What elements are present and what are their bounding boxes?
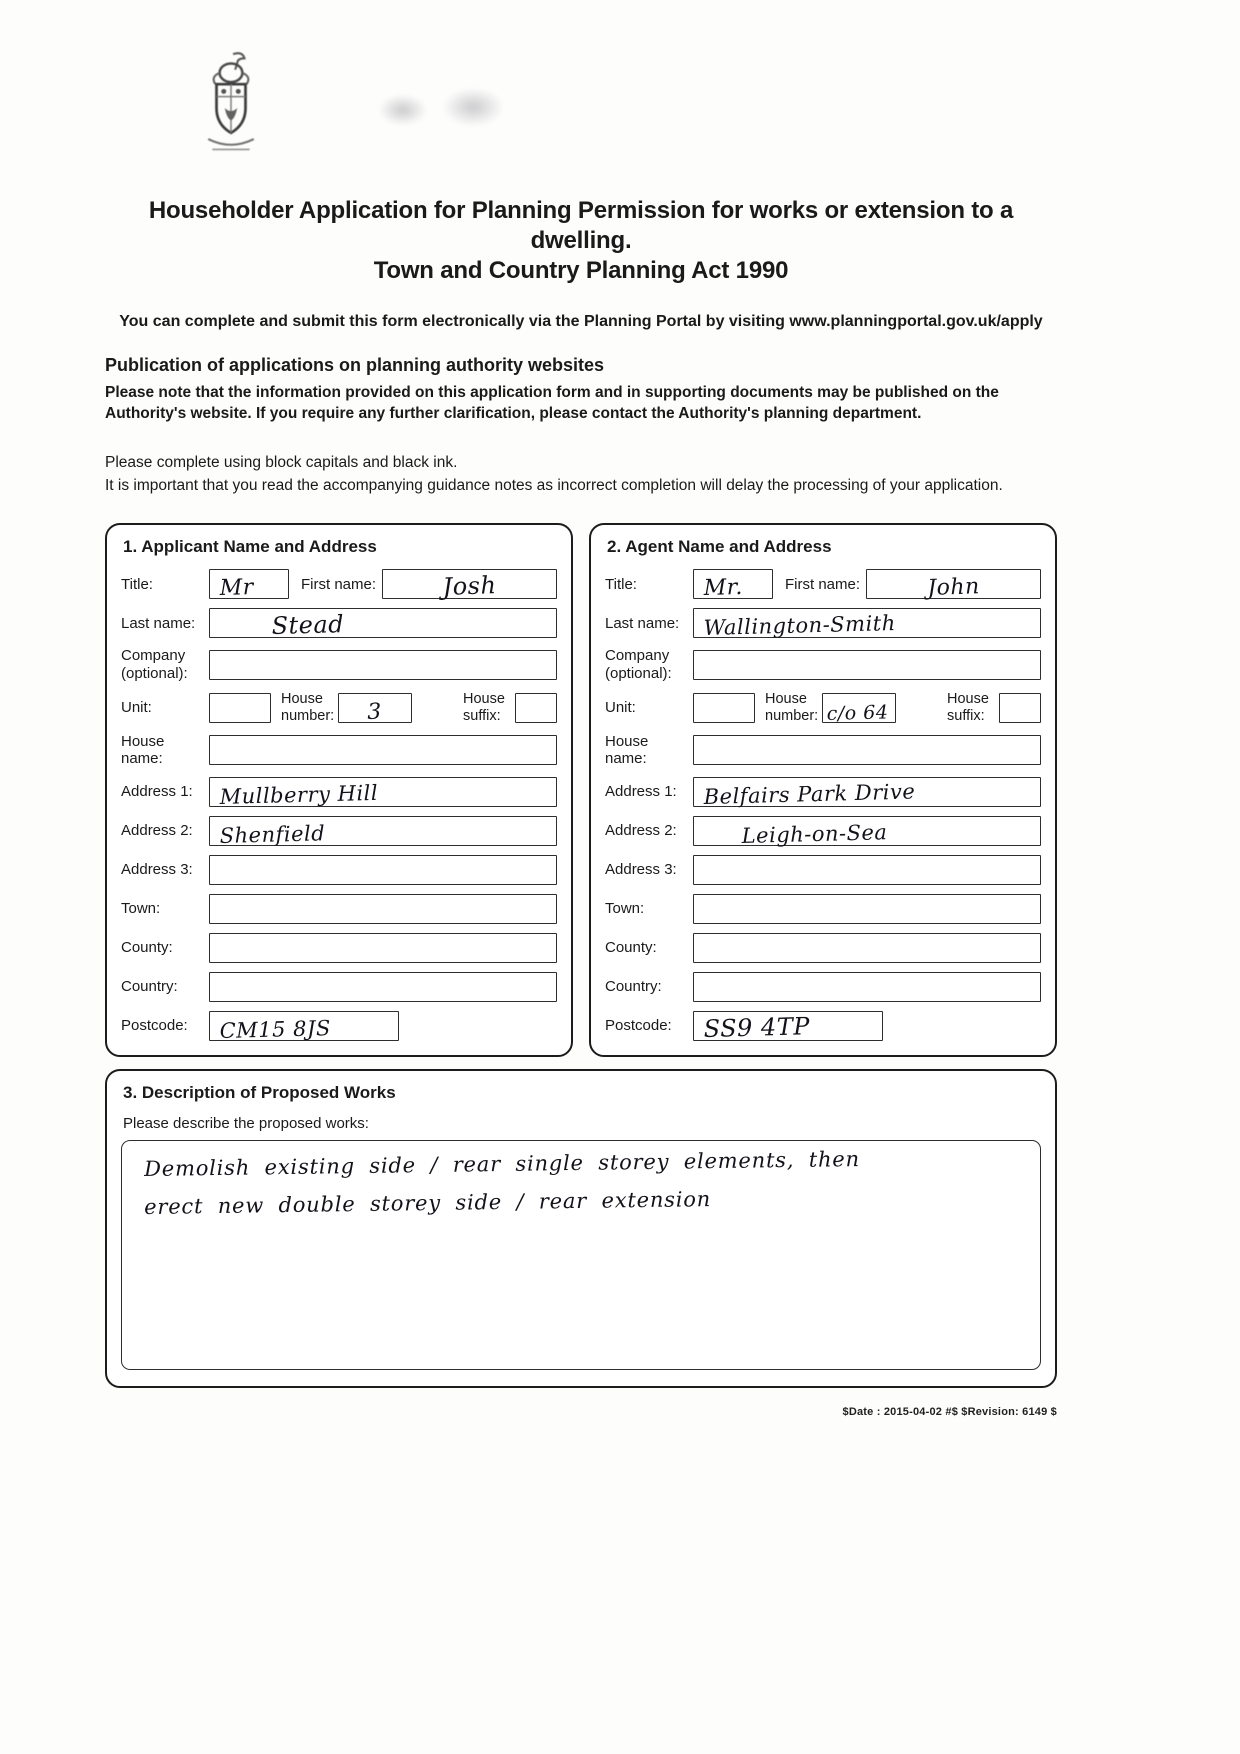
agent-address1-field	[693, 777, 1041, 807]
applicant-house-name-row	[121, 733, 557, 768]
applicant-company-row	[121, 647, 557, 682]
revision-stamp: $Date : 2015-04-02 #$ $Revision: 6149 $	[842, 1405, 1057, 1418]
completion-instructions	[105, 451, 1057, 498]
applicant-county-field	[209, 933, 557, 963]
applicant-country-row	[121, 972, 557, 1002]
agent-title-field	[693, 569, 773, 602]
agent-county-row	[605, 933, 1041, 963]
applicant-unit-label: Unit:	[121, 698, 152, 716]
agent-title-row	[605, 569, 1041, 602]
applicant-address2-value: Shenfield	[219, 820, 326, 848]
applicant-town-label: Town:	[121, 900, 161, 918]
agent-address2-row	[605, 816, 1041, 846]
applicant-county-label: County:	[121, 939, 173, 957]
applicant-unit-row	[121, 691, 557, 724]
applicant-county-row	[121, 933, 557, 963]
agent-unit-row	[605, 691, 1041, 724]
agent-unit-label: Unit:	[605, 698, 636, 716]
agent-country-field	[693, 972, 1041, 1002]
applicant-town-row	[121, 894, 557, 924]
applicant-town-field	[209, 894, 557, 924]
applicant-house-suffix-label: House suffix:	[463, 690, 505, 724]
agent-town-field	[693, 894, 1041, 924]
instruction-line1: Please complete using block capitals and black ink.	[105, 453, 458, 471]
agent-postcode-field	[693, 1011, 883, 1041]
agent-first-name-field	[866, 569, 1041, 602]
agent-company-row	[605, 647, 1041, 682]
form-title-line2: Town and Country Planning Act 1990	[373, 257, 789, 284]
agent-last-name-label: Last name:	[605, 614, 680, 632]
applicant-unit-field	[209, 693, 271, 723]
applicant-address3-row	[121, 855, 557, 885]
applicant-last-name-field	[209, 608, 557, 641]
applicant-country-field	[209, 972, 557, 1002]
form-content	[105, 0, 1057, 1418]
agent-postcode-label: Postcode:	[605, 1017, 672, 1035]
agent-address3-field	[693, 855, 1041, 885]
applicant-address2-field	[209, 816, 557, 846]
applicant-country-label: Country:	[121, 978, 178, 996]
agent-company-label: Company (optional):	[605, 647, 672, 682]
instruction-line2: It is important that you read the accompanying guidance notes as incorrect completion will delay the processing of your application.	[105, 477, 1003, 495]
agent-town-row	[605, 894, 1041, 924]
applicant-address2-label: Address 2:	[121, 822, 193, 840]
agent-house-name-row	[605, 733, 1041, 768]
agent-address3-label: Address 3:	[605, 861, 677, 879]
agent-address2-field	[693, 816, 1041, 846]
agent-title-label: Title:	[605, 575, 637, 593]
agent-county-field	[693, 933, 1041, 963]
applicant-postcode-value: CM15 8JS	[219, 1015, 332, 1043]
agent-title-value: Mr.	[703, 575, 744, 602]
applicant-section	[105, 523, 573, 1056]
agent-unit-field	[693, 693, 755, 723]
works-section-title: 3. Description of Proposed Works	[123, 1082, 396, 1102]
agent-first-name-label: First name:	[785, 575, 861, 593]
applicant-address1-label: Address 1:	[121, 783, 193, 801]
portal-submission-note: You can complete and submit this form electronically via the Planning Portal by visiting www.planningportal.gov.uk/apply	[119, 313, 1043, 330]
agent-address2-value: Leigh-on-Sea	[741, 819, 889, 848]
agent-house-name-field	[693, 735, 1041, 765]
agent-country-row	[605, 972, 1041, 1002]
applicant-title-label: Title:	[121, 575, 153, 593]
agent-house-name-label: House name:	[605, 733, 649, 768]
works-description-line2: erect new double storey side / rear extension	[144, 1186, 712, 1219]
applicant-title-row	[121, 569, 557, 602]
agent-county-label: County:	[605, 939, 657, 957]
agent-last-name-row	[605, 608, 1041, 641]
agent-postcode-value: SS9 4TP	[703, 1011, 811, 1043]
agent-house-number-label: House number:	[765, 690, 819, 724]
agent-town-label: Town:	[605, 900, 645, 918]
agent-house-suffix-label: House suffix:	[947, 690, 989, 724]
applicant-postcode-field	[209, 1011, 399, 1041]
applicant-address3-field	[209, 855, 557, 885]
applicant-postcode-label: Postcode:	[121, 1017, 188, 1035]
agent-company-field	[693, 650, 1041, 680]
applicant-house-name-field	[209, 735, 557, 765]
applicant-house-number-value: 3	[367, 699, 383, 725]
applicant-postcode-row	[121, 1011, 557, 1041]
applicant-house-number-label: House number:	[281, 690, 335, 724]
applicant-house-name-label: House name:	[121, 733, 165, 768]
agent-last-name-value: Wallington-Smith	[703, 611, 897, 641]
applicant-first-name-value: Josh	[441, 571, 497, 602]
agent-section	[589, 523, 1057, 1056]
applicant-last-name-value: Stead	[271, 610, 345, 641]
applicant-section-title: 1. Applicant Name and Address	[123, 537, 377, 557]
applicant-title-field	[209, 569, 289, 602]
agent-house-number-value: c/o 64	[826, 700, 889, 725]
applicant-title-value: Mr	[219, 575, 255, 602]
agent-address1-row	[605, 777, 1041, 807]
form-title	[105, 196, 1057, 286]
applicant-last-name-row	[121, 608, 557, 641]
agent-last-name-field	[693, 608, 1041, 641]
applicant-house-number-field	[338, 693, 412, 723]
applicant-first-name-label: First name:	[301, 575, 377, 593]
agent-section-title: 2. Agent Name and Address	[607, 537, 832, 557]
agent-first-name-value: John	[926, 574, 980, 602]
agent-house-number-field	[822, 693, 896, 723]
applicant-address3-label: Address 3:	[121, 861, 193, 879]
applicant-address1-row	[121, 777, 557, 807]
form-title-line1: Householder Application for Planning Permission for works or extension to a dwelling.	[148, 197, 1014, 254]
applicant-last-name-label: Last name:	[121, 614, 196, 632]
applicant-company-label: Company (optional):	[121, 647, 188, 682]
works-prompt: Please describe the proposed works:	[123, 1114, 369, 1132]
agent-address1-value: Belfairs Park Drive	[703, 779, 916, 809]
agent-country-label: Country:	[605, 978, 662, 996]
name-address-sections	[105, 523, 1057, 1056]
works-section	[105, 1069, 1057, 1388]
agent-house-suffix-field	[999, 693, 1041, 723]
publication-heading: Publication of applications on planning authority websites	[105, 355, 605, 375]
applicant-address2-row	[121, 816, 557, 846]
works-description-field	[121, 1140, 1041, 1370]
agent-address3-row	[605, 855, 1041, 885]
applicant-house-suffix-field	[515, 693, 557, 723]
applicant-address1-value: Mullberry Hill	[219, 780, 379, 809]
publication-body: Please note that the information provided on this application form and in supporting documents may be published on the Authority's website. If you require any further clarification, please contact the Authority's planning department.	[105, 384, 999, 422]
agent-address2-label: Address 2:	[605, 822, 677, 840]
applicant-company-field	[209, 650, 557, 680]
agent-postcode-row	[605, 1011, 1041, 1041]
applicant-address1-field	[209, 777, 557, 807]
agent-address1-label: Address 1:	[605, 783, 677, 801]
works-description-line1: Demolish existing side / rear single storey elements, then	[144, 1146, 861, 1181]
applicant-first-name-field	[382, 569, 557, 602]
